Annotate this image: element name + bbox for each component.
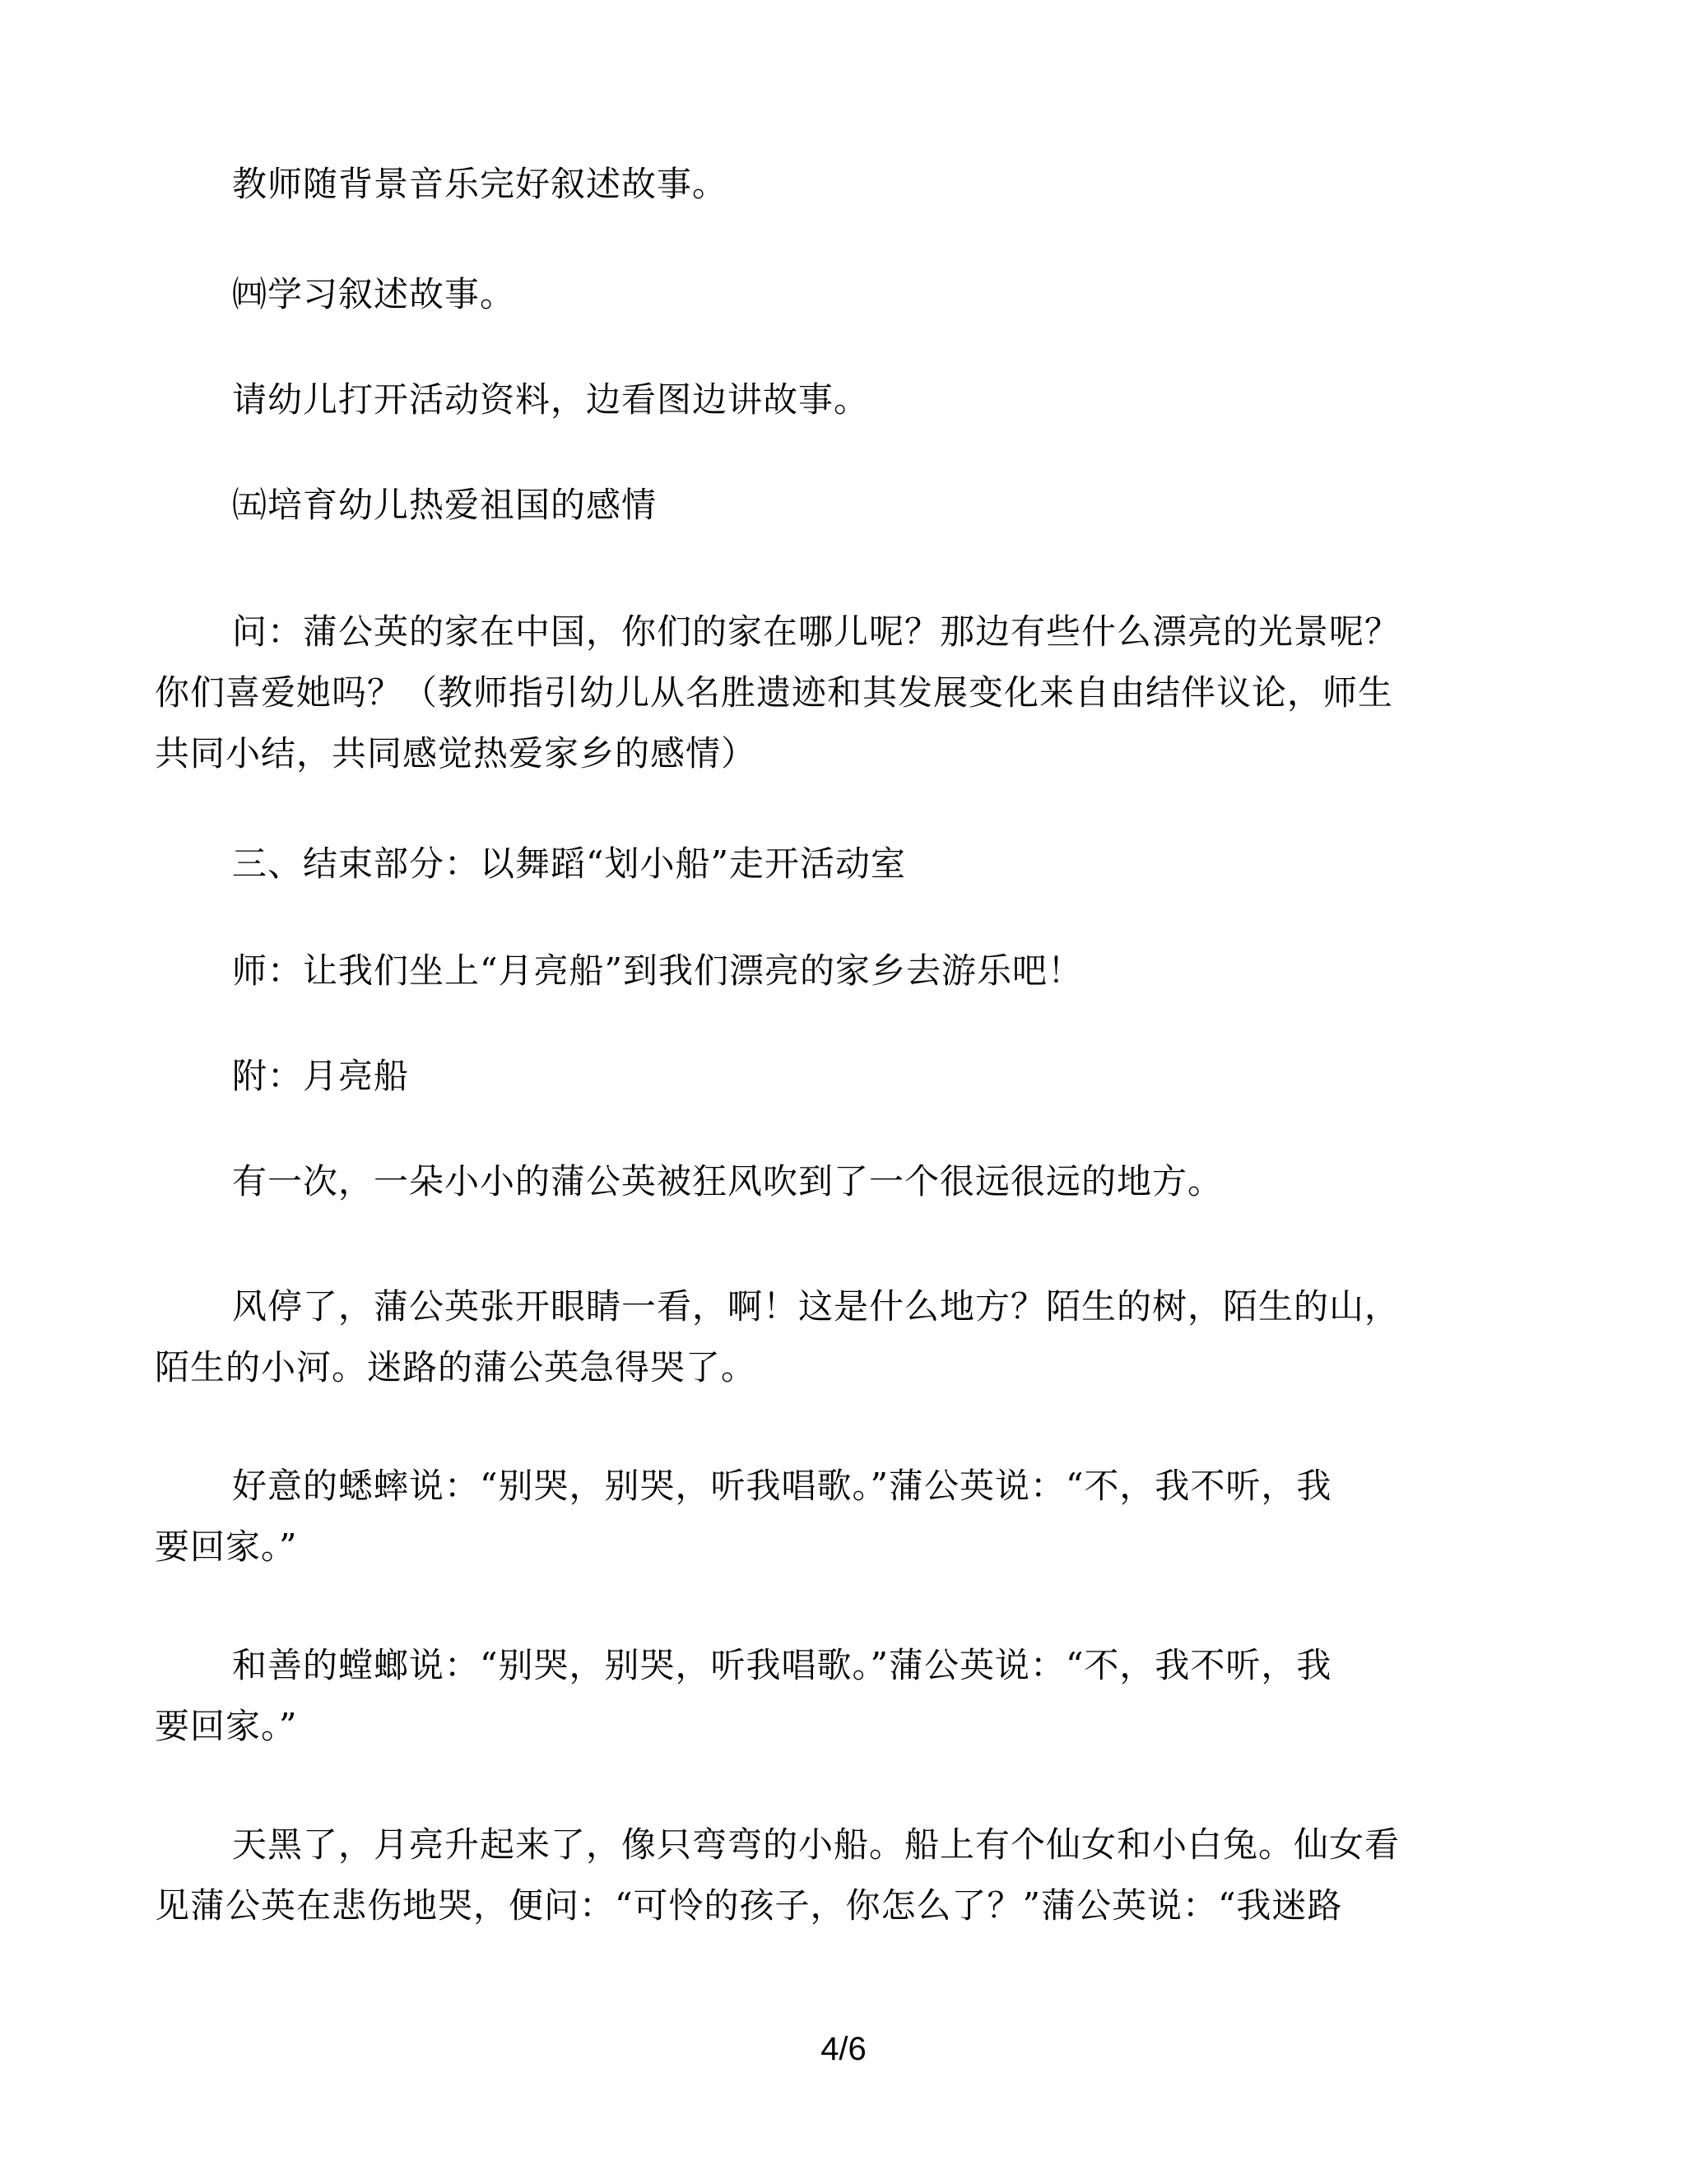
paragraph-line: 见蒲公英在悲伤地哭，便问：“可怜的孩子，你怎么了？”蒲公英说：“我迷路 (155, 1885, 1343, 1926)
paragraph-line: 陌生的小河。迷路的蒲公英急得哭了。 (155, 1347, 757, 1387)
paragraph-line: 风停了，蒲公英张开眼睛一看，啊！这是什么地方？陌生的树，陌生的山， (232, 1286, 1401, 1327)
paragraph-line: 要回家。” (155, 1706, 298, 1746)
paragraph-line: 你们喜爱她吗？（教师指引幼儿从名胜遗迹和其发展变化来自由结伴议论，师生 (155, 672, 1394, 713)
paragraph-line: 有一次，一朵小小的蒲公英被狂风吹到了一个很远很远的地方。 (232, 1161, 1224, 1201)
paragraph-line: 问：蒲公英的家在中国，你们的家在哪儿呢？那边有些什么漂亮的光景呢？ (232, 611, 1401, 652)
paragraph-line: 要回家。” (155, 1526, 298, 1567)
paragraph-line: 教师随背景音乐完好叙述故事。 (232, 164, 728, 204)
paragraph-line: 附：月亮船 (232, 1056, 410, 1096)
paragraph-line: 好意的蟋蟀说：“别哭，别哭，听我唱歌。”蒲公英说：“不，我不听，我 (232, 1466, 1332, 1506)
paragraph-line: 和善的螳螂说：“别哭，别哭，听我唱歌。”蒲公英说：“不，我不听，我 (232, 1645, 1332, 1685)
paragraph-line: 共同小结，共同感觉热爱家乡的感情） (155, 733, 757, 774)
paragraph-line: ㈤培育幼儿热爱祖国的感情 (232, 485, 658, 525)
paragraph-line: 天黑了，月亮升起来了，像只弯弯的小船。船上有个仙女和小白兔。仙女看 (232, 1824, 1401, 1865)
paragraph-line: 师：让我们坐上“月亮船”到我们漂亮的家乡去游乐吧！ (232, 950, 1083, 991)
paragraph-line: ㈣学习叙述故事。 (232, 274, 516, 314)
paragraph-line: 请幼儿打开活动资料，边看图边讲故事。 (232, 379, 870, 420)
paragraph-line: 三、结束部分：以舞蹈“划小船”走开活动室 (232, 843, 906, 884)
page-number: 4/6 (820, 2031, 867, 2067)
